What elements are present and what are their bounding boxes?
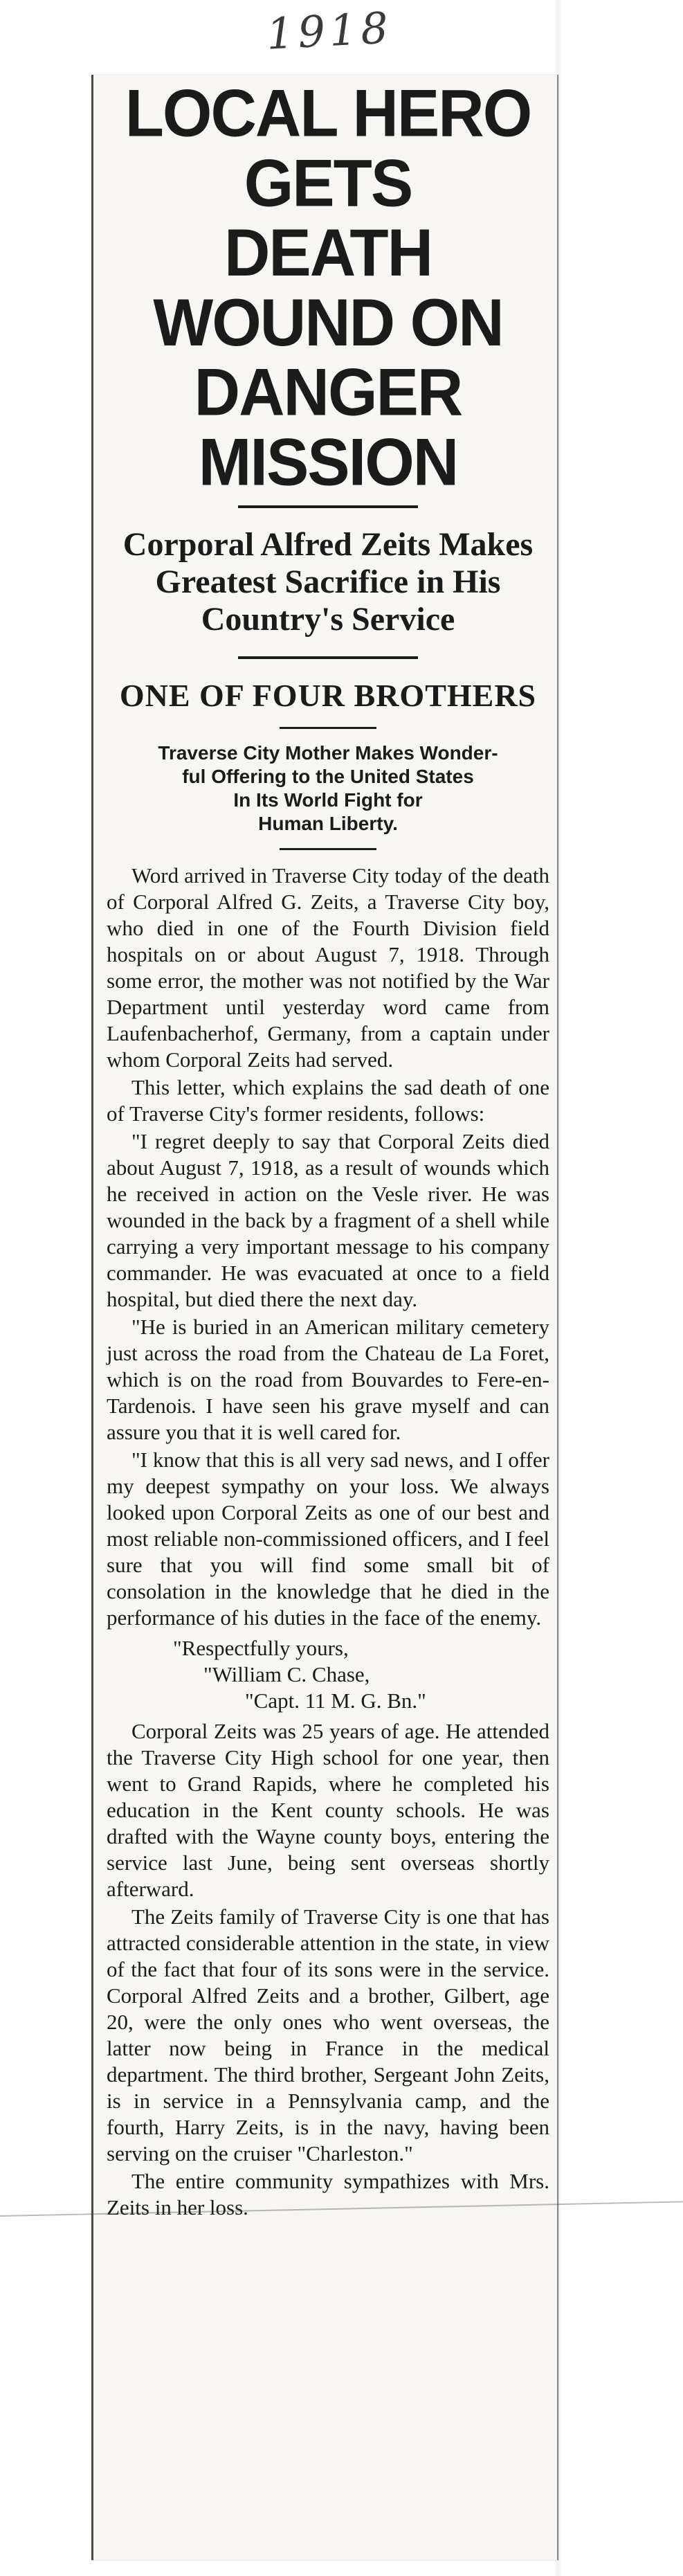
clipping-left-border xyxy=(91,75,93,2560)
body-paragraph: Corporal Zeits was 25 years of age. He attended the Traverse City High school for one year, then went to Grand Rapids, where he completed his education in the Kent county schools. He was drafted with the Wayne county boys, entering the service last June, being sent overseas shortly afterward. xyxy=(107,1719,549,1901)
divider-rule xyxy=(238,656,418,659)
body-paragraph: "He is buried in an American military cemetery just across the road from the Chateau de La Foret, which is on the road from Bouvardes to Fere-en-Tardenois. I have seen his grave myself and can assure you that it is well cared for. xyxy=(107,1315,549,1444)
summary-deck xyxy=(120,741,536,836)
subhead-line-3: Country's Service xyxy=(201,601,455,638)
letter-signoff xyxy=(107,1635,549,1714)
subhead-line-1: Corporal Alfred Zeits Makes xyxy=(122,526,534,563)
signoff-line-1: "Respectfully yours, xyxy=(173,1636,349,1660)
handwritten-year-note: 1918 xyxy=(265,2,394,60)
signoff-line-3: "Capt. 11 M. G. Bn." xyxy=(245,1688,426,1713)
newspaper-clipping xyxy=(91,75,558,2560)
summary-line-3: In Its World Fight for xyxy=(233,789,423,811)
headline-line-2: DEATH WOUND ON xyxy=(153,216,503,360)
article-body-continued xyxy=(107,1718,549,2221)
summary-line-2: ful Offering to the United States xyxy=(182,766,474,787)
body-paragraph: Word arrived in Traverse City today of the death of Corporal Alfred G. Zeits, a Traverse City boy, who died in one of the Fourth Division field hospitals on or about August 7, 1918. Through some error, the mother was not notified by the War Department until yesterday word came from Laufenbacherhof, Germany, from a captain under whom Corporal Zeits had served. xyxy=(107,863,549,1072)
headline-line-1: LOCAL HERO GETS xyxy=(125,76,531,221)
body-paragraph: This letter, which explains the sad death of one of Traverse City's former residents, follows: xyxy=(107,1075,549,1126)
divider-rule xyxy=(280,848,376,850)
deck-heading: ONE OF FOUR BROTHERS xyxy=(119,678,537,713)
signoff-line-2: "William C. Chase, xyxy=(203,1662,370,1686)
subhead-line-2: Greatest Sacrifice in His xyxy=(155,564,501,600)
body-paragraph: The entire community sympathizes with Mrs. Zeits in her loss. xyxy=(107,2169,549,2219)
article-body xyxy=(107,863,549,1631)
headline xyxy=(107,76,549,500)
summary-line-4: Human Liberty. xyxy=(258,813,398,834)
clipping-right-border xyxy=(557,75,558,2560)
headline-line-3: DANGER MISSION xyxy=(194,355,462,500)
divider-rule xyxy=(280,727,376,729)
summary-line-1: Traverse City Mother Makes Wonder- xyxy=(158,742,498,764)
body-paragraph: "I regret deeply to say that Corporal Zeits died about August 7, 1918, as a result of wounds which he received in action on the Vesle river. He was wounded in the back by a fragment of a shell while carrying a very important message to his company commander. He was evacuated at once to a field hospital, but died there the next day. xyxy=(107,1129,549,1311)
article xyxy=(107,76,549,2221)
subheadline xyxy=(107,526,549,638)
body-paragraph: "I know that this is all very sad news, and I offer my deepest sympathy on your loss. We always looked upon Corporal Zeits as one of our best and most reliable non-commissioned officers, and I feel sure that you will find some small bit of consolation in the knowledge that he died in the performance of his duties in the face of the enemy. xyxy=(107,1448,549,1630)
body-paragraph: The Zeits family of Traverse City is one that has attracted considerable attention in the state, in view of the fact that four of its sons were in the service. Corporal Alfred Zeits and a brother, Gilbert, age 20, were the only ones who went overseas, the latter now being in France in the medical department. The third brother, Sergeant John Zeits, is in service in a Pennsylvania camp, and the fourth, Harry Zeits, is in the navy, having been serving on the cruiser "Charleston." xyxy=(107,1904,549,2165)
divider-rule xyxy=(238,505,418,508)
